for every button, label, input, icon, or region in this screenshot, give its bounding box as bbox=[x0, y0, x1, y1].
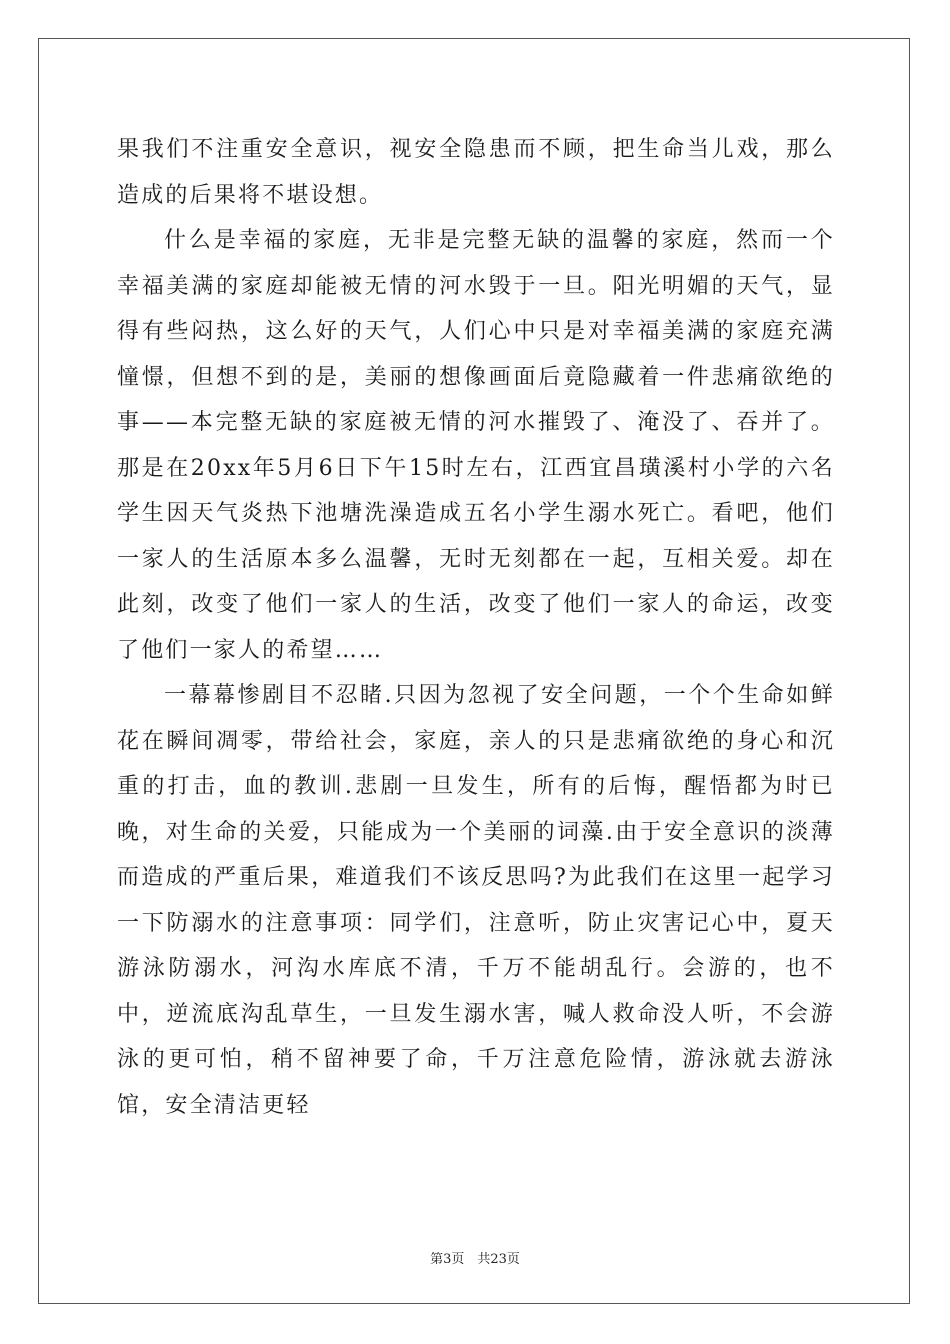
document-body bbox=[117, 127, 835, 1128]
paragraph-safety-lesson: 一幕幕惨剧目不忍睹.只因为忽视了安全问题，一个个生命如鲜花在瞬间凋零，带给社会，家庭，亲人的只是悲痛欲绝的身心和沉重的打击，血的教训.悲剧一旦发生，所有的后悔，醒悟都为时已晚，对生命的关爱，只能成为一个美丽的词藻.由于安全意识的淡薄而造成的严重后果，难道我们不该反思吗?为此我们在这里一起学习一下防溺水的注意事项：同学们，注意听，防止灾害记心中，夏天游泳防溺水，河沟水库底不清，千万不能胡乱行。会游的，也不中，逆流底沟乱草生，一旦发生溺水害，喊人救命没人听，不会游泳的更可怕，稍不留神要了命，千万注意危险情，游泳就去游泳馆，安全清洁更轻 bbox=[117, 683, 835, 1118]
paragraph-continuation: 果我们不注重安全意识，视安全隐患而不顾，把生命当儿戏，那么造成的后果将不堪设想。 bbox=[117, 137, 835, 208]
paragraph-happy-family: 什么是幸福的家庭，无非是完整无缺的温馨的家庭，然而一个幸福美满的家庭却能被无情的河水毁于一旦。阳光明媚的天气，显得有些闷热，这么好的天气，人们心中只是对幸福美满的家庭充满憧憬，但想不到的是，美丽的想像画面后竟隐藏着一件悲痛欲绝的事——本完整无缺的家庭被无情的河水摧毁了、淹没了、吞并了。那是在20xx年5月6日下午15时左右，江西宜昌璜溪村小学的六名学生因天气炎热下池塘洗澡造成五名小学生溺水死亡。看吧，他们一家人的生活原本多么温馨，无时无刻都在一起，互相关爱。却在此刻，改变了他们一家人的生活，改变了他们一家人的命运，改变了他们一家人的希望…… bbox=[117, 228, 835, 663]
page-number-footer: 第3页 共23页 bbox=[430, 1252, 520, 1267]
